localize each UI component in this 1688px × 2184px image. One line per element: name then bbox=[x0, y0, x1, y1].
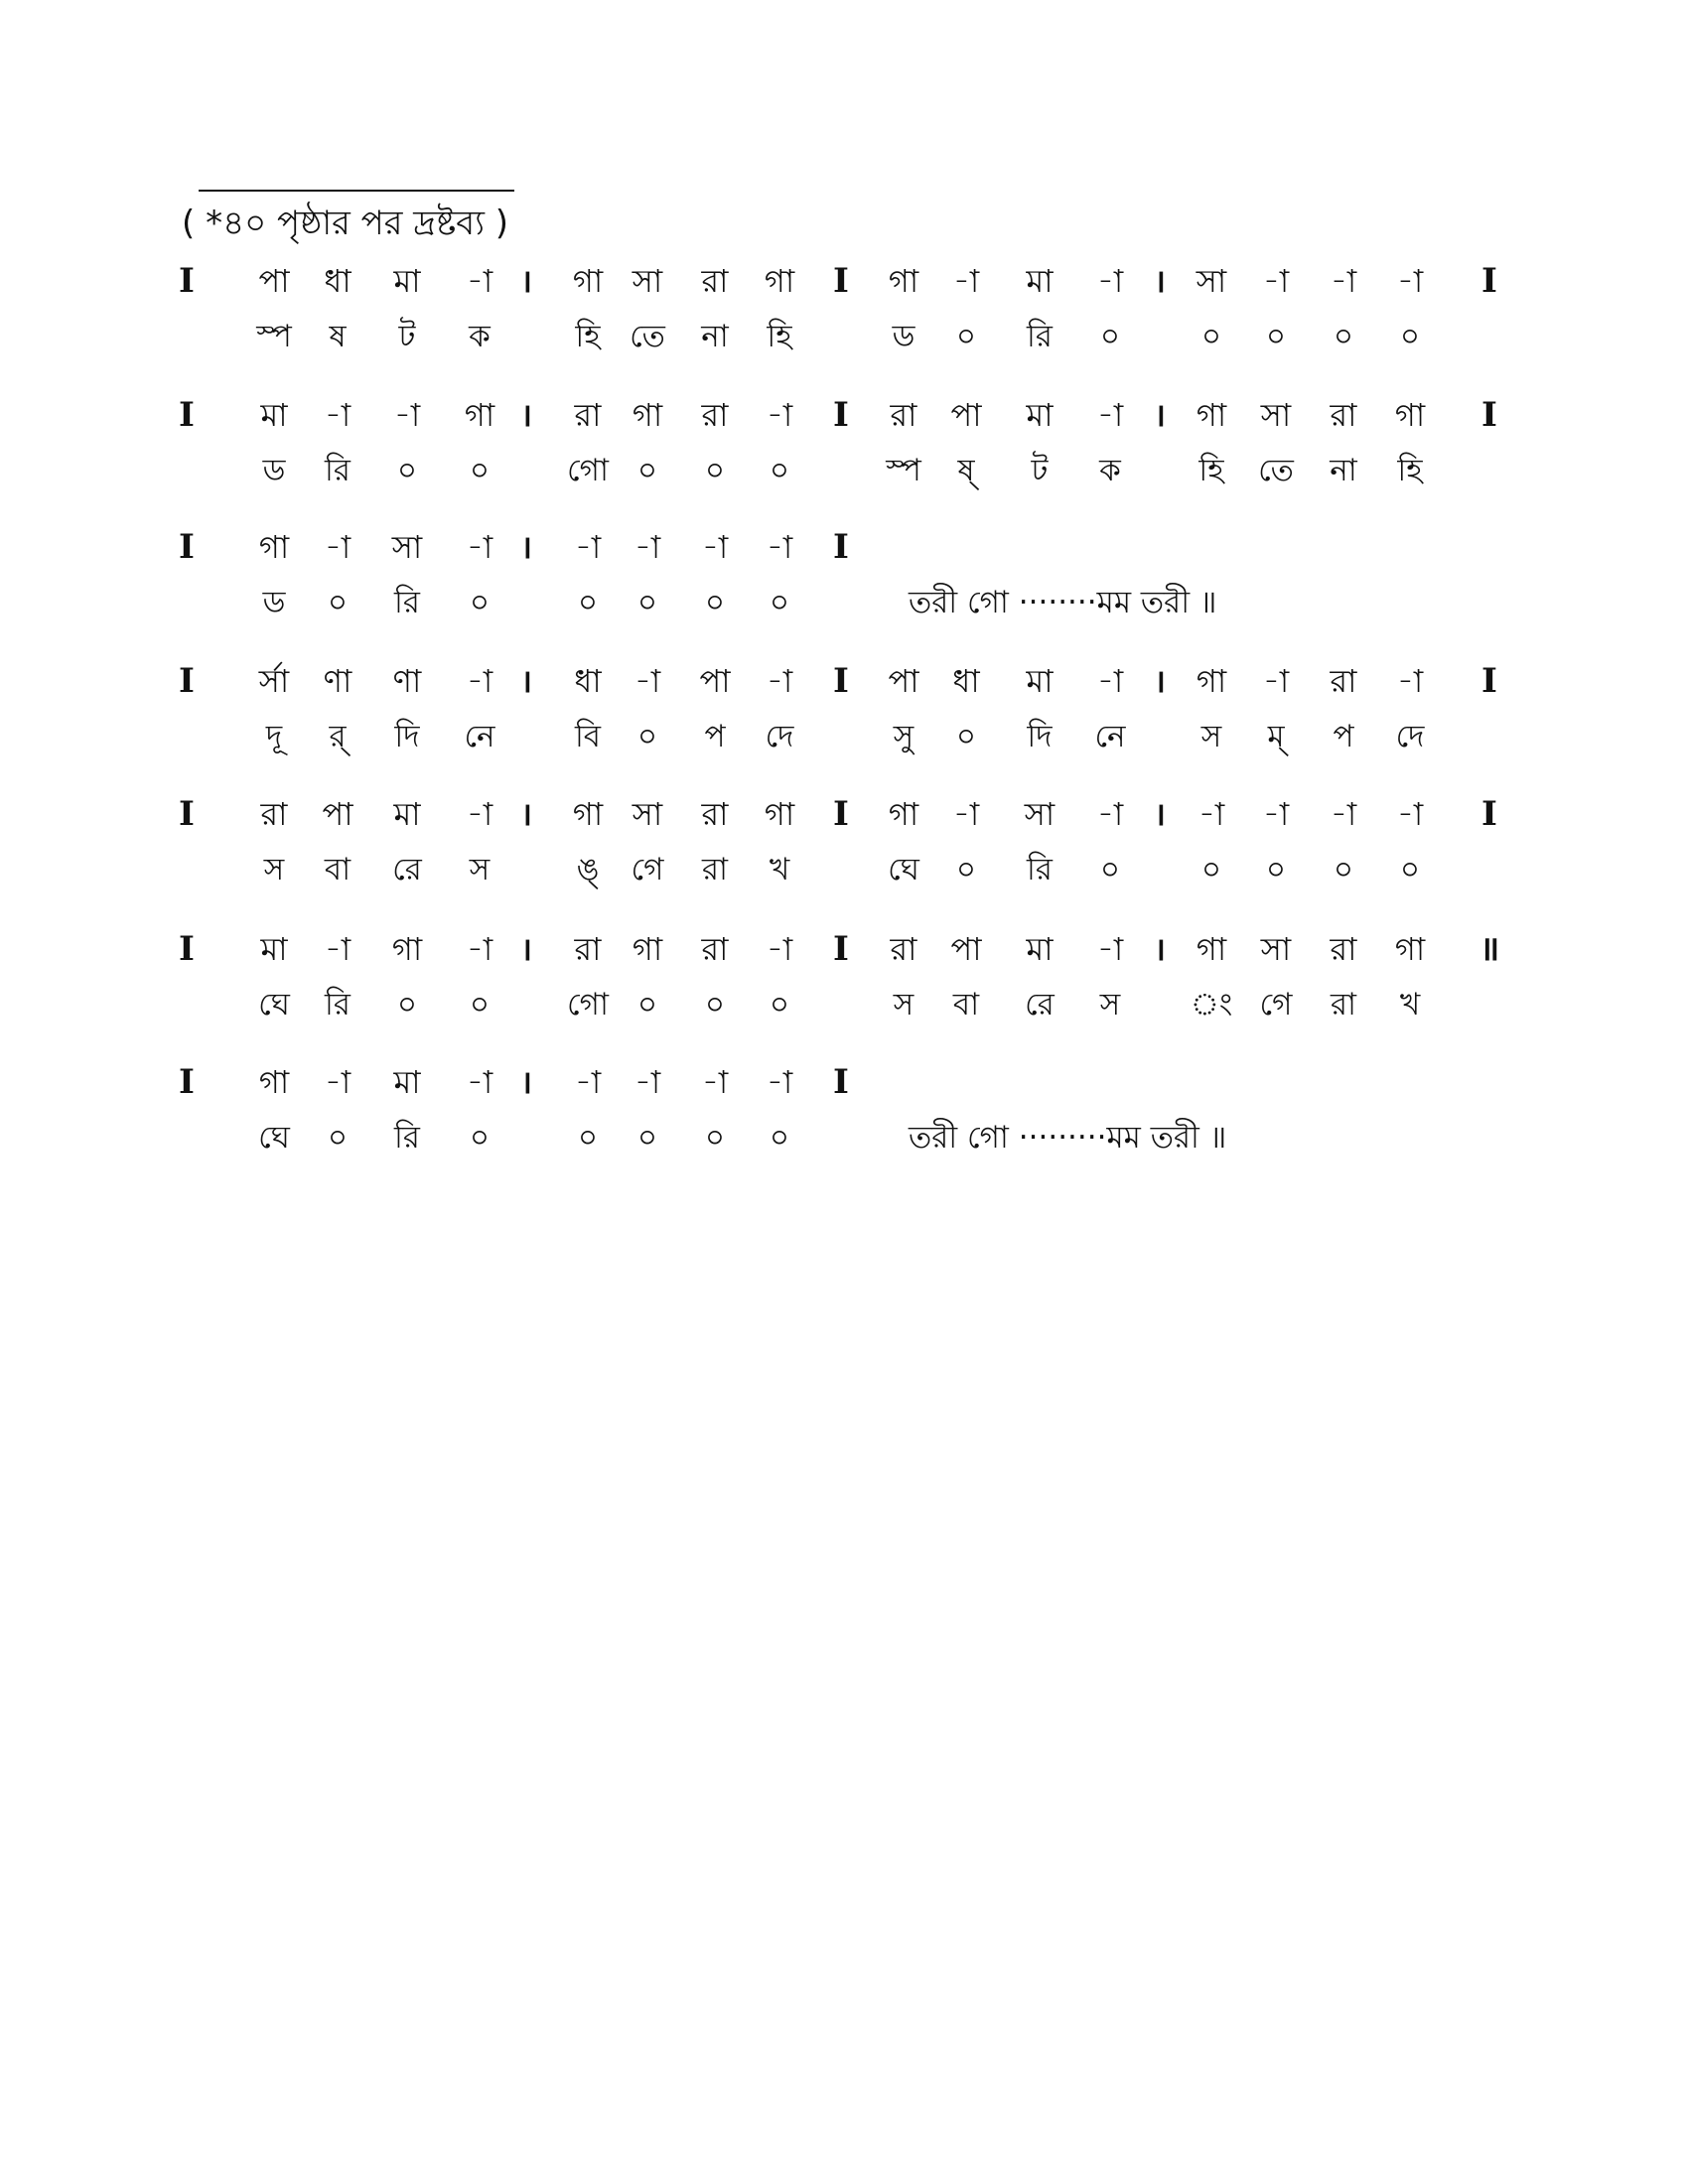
lyric-syllable: ০ bbox=[1265, 319, 1287, 354]
swara-note: গা bbox=[1196, 930, 1227, 968]
page-reference: ( *৪০ পৃষ্ঠার পর দ্রষ্টব্য ) bbox=[182, 204, 509, 243]
lyric-row bbox=[0, 1110, 1688, 1169]
lyric-syllable: স bbox=[1200, 719, 1222, 754]
swara-note: রা bbox=[890, 396, 917, 434]
lyric-syllable: ০ bbox=[469, 987, 491, 1023]
lyric-syllable: হি bbox=[767, 319, 792, 354]
swara-note: -া bbox=[633, 662, 661, 700]
swara-note: গা bbox=[391, 930, 423, 968]
lyric-syllable: বা bbox=[952, 987, 980, 1023]
swara-note: -া bbox=[952, 262, 980, 300]
notation-line bbox=[0, 519, 1688, 628]
swara-note: -া bbox=[393, 396, 421, 434]
lyric-syllable: খ bbox=[769, 852, 790, 887]
lyric-syllable: রে bbox=[392, 852, 422, 887]
lyric-syllable: ০ bbox=[769, 453, 790, 488]
swara-note: গা bbox=[764, 262, 795, 300]
swara-note: ণা bbox=[323, 662, 352, 700]
barline: I bbox=[833, 661, 849, 701]
lyric-syllable: ঙ্ bbox=[576, 852, 600, 887]
swara-note: সা bbox=[1260, 396, 1292, 434]
swara-note: -া bbox=[1396, 662, 1424, 700]
lyric-syllable: ঘে bbox=[258, 1120, 290, 1156]
notation-line bbox=[0, 921, 1688, 1030]
swara-note: গা bbox=[764, 795, 795, 833]
swara-note: -া bbox=[766, 930, 793, 968]
swara-note: ধা bbox=[324, 262, 352, 300]
swara-note: রা bbox=[701, 262, 729, 300]
lyric-syllable: ০ bbox=[704, 585, 726, 620]
lyric-syllable: রা bbox=[1330, 987, 1357, 1023]
lyric-syllable: ০ bbox=[577, 585, 599, 620]
swara-note: -া bbox=[574, 528, 602, 566]
notation-line bbox=[0, 1054, 1688, 1163]
swara-note: গা bbox=[258, 1063, 290, 1101]
barline: I bbox=[1481, 261, 1497, 301]
swara-note: -া bbox=[466, 1063, 493, 1101]
swara-note: গা bbox=[888, 795, 919, 833]
lyric-syllable: ০ bbox=[704, 1120, 726, 1156]
swara-note: -া bbox=[1396, 795, 1424, 833]
barline: I bbox=[179, 794, 195, 834]
lyric-syllable: ০ bbox=[469, 453, 491, 488]
lyric-syllable: রা bbox=[701, 852, 729, 887]
lyric-syllable: দূ bbox=[265, 719, 283, 754]
lyric-syllable: নে bbox=[1094, 719, 1126, 754]
swara-row bbox=[0, 653, 1688, 713]
lyric-syllable: ০ bbox=[1333, 319, 1354, 354]
swara-note: -া bbox=[1330, 795, 1357, 833]
swara-note: -া bbox=[1197, 795, 1225, 833]
swara-note: মা bbox=[1026, 662, 1054, 700]
lyric-row bbox=[0, 575, 1688, 634]
barline: I bbox=[1481, 395, 1497, 435]
lyric-syllable: গে bbox=[631, 852, 664, 887]
lyric-syllable: প bbox=[1333, 719, 1354, 754]
lyric-syllable: ০ bbox=[636, 987, 658, 1023]
swara-note: -া bbox=[633, 528, 661, 566]
barline: I bbox=[179, 395, 195, 435]
lyric-syllable: ০ bbox=[396, 987, 418, 1023]
notation-line bbox=[0, 653, 1688, 762]
swara-note: -া bbox=[701, 528, 729, 566]
swara-note: মা bbox=[1026, 396, 1054, 434]
swara-note: ধা bbox=[574, 662, 602, 700]
lyric-syllable: ০ bbox=[636, 453, 658, 488]
lyric-syllable: না bbox=[1330, 453, 1357, 488]
swara-note: রা bbox=[701, 795, 729, 833]
swara-note: -া bbox=[466, 795, 493, 833]
lyric-syllable: ং bbox=[1190, 987, 1233, 1023]
swara-note: রা bbox=[701, 930, 729, 968]
refrain-text: তরী গো ·········মম তরী ॥ bbox=[909, 1120, 1227, 1156]
swara-note: -া bbox=[324, 396, 352, 434]
lyric-syllable: রি bbox=[325, 987, 351, 1023]
swara-note: সা bbox=[391, 528, 423, 566]
swara-note: সা bbox=[1196, 262, 1227, 300]
swara-note: গা bbox=[572, 262, 604, 300]
swara-note: পা bbox=[258, 262, 290, 300]
lyric-syllable: ট bbox=[1031, 453, 1049, 488]
lyric-syllable: হি bbox=[1397, 453, 1423, 488]
swara-note: -া bbox=[466, 262, 493, 300]
swara-note: গা bbox=[1394, 396, 1426, 434]
swara-note: মা bbox=[260, 930, 288, 968]
lyric-syllable: রি bbox=[1027, 319, 1053, 354]
lyric-syllable: ০ bbox=[769, 1120, 790, 1156]
barline: । bbox=[1153, 662, 1167, 700]
barline: I bbox=[833, 261, 849, 301]
barline: । bbox=[519, 930, 533, 968]
barline: । bbox=[519, 1063, 533, 1101]
swara-row bbox=[0, 786, 1688, 846]
swara-note: র্সা bbox=[258, 662, 290, 700]
swara-note: গা bbox=[1394, 930, 1426, 968]
lyric-syllable: ঘে bbox=[258, 987, 290, 1023]
barline: I bbox=[833, 929, 849, 969]
swara-note: গা bbox=[258, 528, 290, 566]
swara-note: -া bbox=[324, 528, 352, 566]
swara-note: রা bbox=[1330, 930, 1357, 968]
lyric-row bbox=[0, 709, 1688, 768]
lyric-syllable: ড bbox=[892, 319, 915, 354]
lyric-syllable: রি bbox=[394, 1120, 420, 1156]
swara-note: -া bbox=[1262, 262, 1290, 300]
swara-note: -া bbox=[466, 930, 493, 968]
swara-row bbox=[0, 387, 1688, 447]
lyric-row bbox=[0, 977, 1688, 1036]
lyric-syllable: ০ bbox=[1099, 319, 1121, 354]
lyric-row bbox=[0, 443, 1688, 502]
lyric-syllable: হি bbox=[1198, 453, 1224, 488]
lyric-syllable: রি bbox=[325, 453, 351, 488]
lyric-syllable: ষ্ bbox=[957, 453, 975, 488]
lyric-syllable: ম্ bbox=[1267, 719, 1285, 754]
lyric-syllable: ০ bbox=[469, 585, 491, 620]
lyric-syllable: ঘে bbox=[888, 852, 919, 887]
swara-note: -া bbox=[466, 662, 493, 700]
lyric-syllable: ০ bbox=[396, 453, 418, 488]
lyric-syllable: তে bbox=[630, 319, 665, 354]
swara-note: -া bbox=[324, 930, 352, 968]
lyric-syllable: ০ bbox=[955, 719, 977, 754]
lyric-syllable: ০ bbox=[1399, 852, 1421, 887]
lyric-syllable: ০ bbox=[1333, 852, 1354, 887]
swara-note: পা bbox=[950, 930, 982, 968]
lyric-syllable: র্ bbox=[329, 719, 347, 754]
lyric-syllable: ০ bbox=[577, 1120, 599, 1156]
lyric-syllable: হি bbox=[575, 319, 601, 354]
swara-note: -া bbox=[952, 795, 980, 833]
barline: । bbox=[1153, 262, 1167, 300]
swara-note: সা bbox=[1260, 930, 1292, 968]
lyric-syllable: গো bbox=[567, 987, 609, 1023]
lyric-syllable: রে bbox=[1025, 987, 1055, 1023]
swara-note: রা bbox=[1330, 662, 1357, 700]
top-rule bbox=[199, 190, 514, 192]
lyric-syllable: ০ bbox=[1265, 852, 1287, 887]
lyric-syllable: ট bbox=[398, 319, 416, 354]
swara-row bbox=[0, 1054, 1688, 1114]
swara-row bbox=[0, 519, 1688, 579]
barline: । bbox=[519, 795, 533, 833]
notation-line bbox=[0, 387, 1688, 496]
swara-note: গা bbox=[572, 795, 604, 833]
lyric-syllable: না bbox=[701, 319, 729, 354]
swara-note: রা bbox=[1330, 396, 1357, 434]
lyric-syllable: ০ bbox=[469, 1120, 491, 1156]
swara-note: -া bbox=[1096, 662, 1124, 700]
lyric-syllable: সু bbox=[893, 719, 914, 754]
lyric-syllable: ড bbox=[262, 585, 286, 620]
swara-note: মা bbox=[260, 396, 288, 434]
swara-note: -া bbox=[1096, 795, 1124, 833]
lyric-syllable: দি bbox=[394, 719, 420, 754]
swara-note: -া bbox=[1262, 795, 1290, 833]
swara-note: রা bbox=[701, 396, 729, 434]
lyric-syllable: দে bbox=[1395, 719, 1425, 754]
lyric-syllable: ০ bbox=[1200, 852, 1222, 887]
barline: । bbox=[1153, 795, 1167, 833]
swara-note: -া bbox=[1096, 930, 1124, 968]
lyric-syllable: প bbox=[704, 719, 726, 754]
lyric-syllable: বা bbox=[324, 852, 352, 887]
swara-note: -া bbox=[1096, 262, 1124, 300]
swara-note: -া bbox=[766, 662, 793, 700]
lyric-syllable: স্প bbox=[256, 319, 292, 354]
lyric-syllable: ০ bbox=[636, 1120, 658, 1156]
swara-note: ধা bbox=[952, 662, 980, 700]
swara-note: গা bbox=[632, 396, 663, 434]
swara-note: মা bbox=[1026, 930, 1054, 968]
swara-note: -া bbox=[1396, 262, 1424, 300]
swara-row bbox=[0, 921, 1688, 981]
swara-note: সা bbox=[1024, 795, 1055, 833]
lyric-syllable: ০ bbox=[769, 987, 790, 1023]
lyric-syllable: গো bbox=[567, 453, 609, 488]
swara-note: গা bbox=[888, 262, 919, 300]
lyric-syllable: রি bbox=[394, 585, 420, 620]
swara-note: পা bbox=[322, 795, 353, 833]
notation-line bbox=[0, 786, 1688, 895]
lyric-syllable: ০ bbox=[704, 987, 726, 1023]
swara-note: পা bbox=[699, 662, 731, 700]
barline: I bbox=[179, 527, 195, 567]
swara-note: গা bbox=[1196, 662, 1227, 700]
swara-note: -া bbox=[324, 1063, 352, 1101]
lyric-syllable: নে bbox=[464, 719, 495, 754]
swara-note: -া bbox=[633, 1063, 661, 1101]
lyric-syllable: ০ bbox=[955, 319, 977, 354]
lyric-syllable: খ bbox=[1399, 987, 1421, 1023]
barline: । bbox=[1153, 396, 1167, 434]
lyric-syllable: ০ bbox=[704, 453, 726, 488]
lyric-syllable: ০ bbox=[955, 852, 977, 887]
barline: I bbox=[179, 661, 195, 701]
swara-note: -া bbox=[574, 1063, 602, 1101]
swara-note: রা bbox=[890, 930, 917, 968]
swara-note: রা bbox=[574, 930, 602, 968]
swara-note: -া bbox=[766, 528, 793, 566]
lyric-syllable: স bbox=[893, 987, 914, 1023]
swara-note: সা bbox=[632, 262, 663, 300]
swara-note: গা bbox=[464, 396, 495, 434]
swara-note: মা bbox=[393, 1063, 421, 1101]
refrain-text: তরী গো ········মম তরী ॥ bbox=[909, 585, 1217, 620]
lyric-syllable: ০ bbox=[327, 1120, 349, 1156]
lyric-syllable: দে bbox=[765, 719, 794, 754]
lyric-syllable: তে bbox=[1258, 453, 1294, 488]
swara-note: ণা bbox=[392, 662, 422, 700]
barline: I bbox=[1481, 661, 1497, 701]
barline: I bbox=[833, 794, 849, 834]
barline: । bbox=[519, 662, 533, 700]
lyric-syllable: স bbox=[263, 852, 285, 887]
lyric-syllable: স bbox=[1099, 987, 1121, 1023]
swara-note: গা bbox=[1196, 396, 1227, 434]
barline: I bbox=[833, 395, 849, 435]
lyric-syllable: ০ bbox=[1200, 319, 1222, 354]
barline: I bbox=[179, 261, 195, 301]
lyric-row bbox=[0, 309, 1688, 368]
swara-note: রা bbox=[574, 396, 602, 434]
barline: । bbox=[519, 262, 533, 300]
barline: । bbox=[1153, 930, 1167, 968]
notation-line bbox=[0, 253, 1688, 362]
swara-note: -া bbox=[1096, 396, 1124, 434]
swara-row bbox=[0, 253, 1688, 313]
lyric-syllable: গে bbox=[1259, 987, 1293, 1023]
lyric-row bbox=[0, 842, 1688, 901]
lyric-syllable: দি bbox=[1027, 719, 1053, 754]
lyric-syllable: স bbox=[469, 852, 491, 887]
barline: I bbox=[179, 1062, 195, 1102]
lyric-syllable: ০ bbox=[636, 585, 658, 620]
lyric-syllable: স্প bbox=[886, 453, 921, 488]
lyric-syllable: রি bbox=[1027, 852, 1053, 887]
swara-note: পা bbox=[950, 396, 982, 434]
lyric-syllable: ক bbox=[1099, 453, 1121, 488]
swara-note: -া bbox=[466, 528, 493, 566]
swara-note: -া bbox=[1262, 662, 1290, 700]
lyric-syllable: ০ bbox=[1099, 852, 1121, 887]
swara-note: রা bbox=[260, 795, 288, 833]
barline: I bbox=[833, 527, 849, 567]
barline: । bbox=[519, 396, 533, 434]
barline: । bbox=[519, 528, 533, 566]
lyric-syllable: ক bbox=[469, 319, 491, 354]
barline: I bbox=[833, 1062, 849, 1102]
swara-note: -া bbox=[1330, 262, 1357, 300]
swara-note: পা bbox=[888, 662, 919, 700]
lyric-syllable: ০ bbox=[769, 585, 790, 620]
swara-note: সা bbox=[632, 795, 663, 833]
lyric-syllable: ০ bbox=[327, 585, 349, 620]
swara-note: মা bbox=[393, 262, 421, 300]
lyric-syllable: ড bbox=[262, 453, 286, 488]
lyric-syllable: ষ bbox=[329, 319, 347, 354]
barline: ॥ bbox=[1478, 929, 1500, 969]
swara-note: -া bbox=[766, 1063, 793, 1101]
lyric-syllable: বি bbox=[574, 719, 602, 754]
lyric-syllable: ০ bbox=[1399, 319, 1421, 354]
barline: I bbox=[179, 929, 195, 969]
swara-note: মা bbox=[393, 795, 421, 833]
swara-note: গা bbox=[632, 930, 663, 968]
swara-note: মা bbox=[1026, 262, 1054, 300]
barline: I bbox=[1481, 794, 1497, 834]
swara-note: -া bbox=[701, 1063, 729, 1101]
lyric-syllable: ০ bbox=[636, 719, 658, 754]
swara-note: -া bbox=[766, 396, 793, 434]
